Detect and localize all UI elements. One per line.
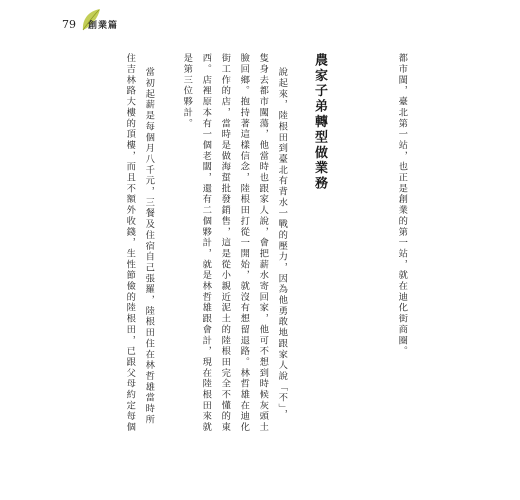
text-column-9: 臉回鄉。抱持著這樣信念，陸根田打從一開始，就沒有想留退路。林哲雄在迪化 [238,53,250,433]
page-number: 79 [62,18,76,31]
text-column-8: 隻身去都市闖蕩，他當時也跟家人說，會把薪水寄回家，他可不想到時候灰頭土 [257,53,269,433]
page-header [62,8,142,40]
text-column-11: 西。店裡原本有一個老闆，還有二個夥計，就是林哲雄跟會計，現在陸根田來就 [200,53,212,433]
text-column-14: 當初起薪是每個月八千元，三餐及住宿自己張羅，陸根田住在林哲雄當時所 [143,67,155,426]
text-column-15: 住吉林路大樓的頂樓，而且不額外收錢，生性節儉的陸根田，已跟父母約定每個 [124,53,136,433]
section-heading: 農家子弟轉型做業務 [312,53,327,192]
text-column-10: 街工作的店，當時是做海蜇批發銷售，這是從小親近泥土的陸根田完全不懂的東 [219,53,231,433]
text-column-12: 是第三位夥計。 [181,53,193,129]
text-column-7: 說起來，陸根田到臺北有背水一戰的壓力，因為他勇敢地跟家人說「不」， [276,67,288,421]
chapter-title: 創業篇 [88,21,119,31]
text-column-1: 都市閩，臺北第一站，也正是創業的第一站，就在迪化街商圈。 [396,53,408,357]
